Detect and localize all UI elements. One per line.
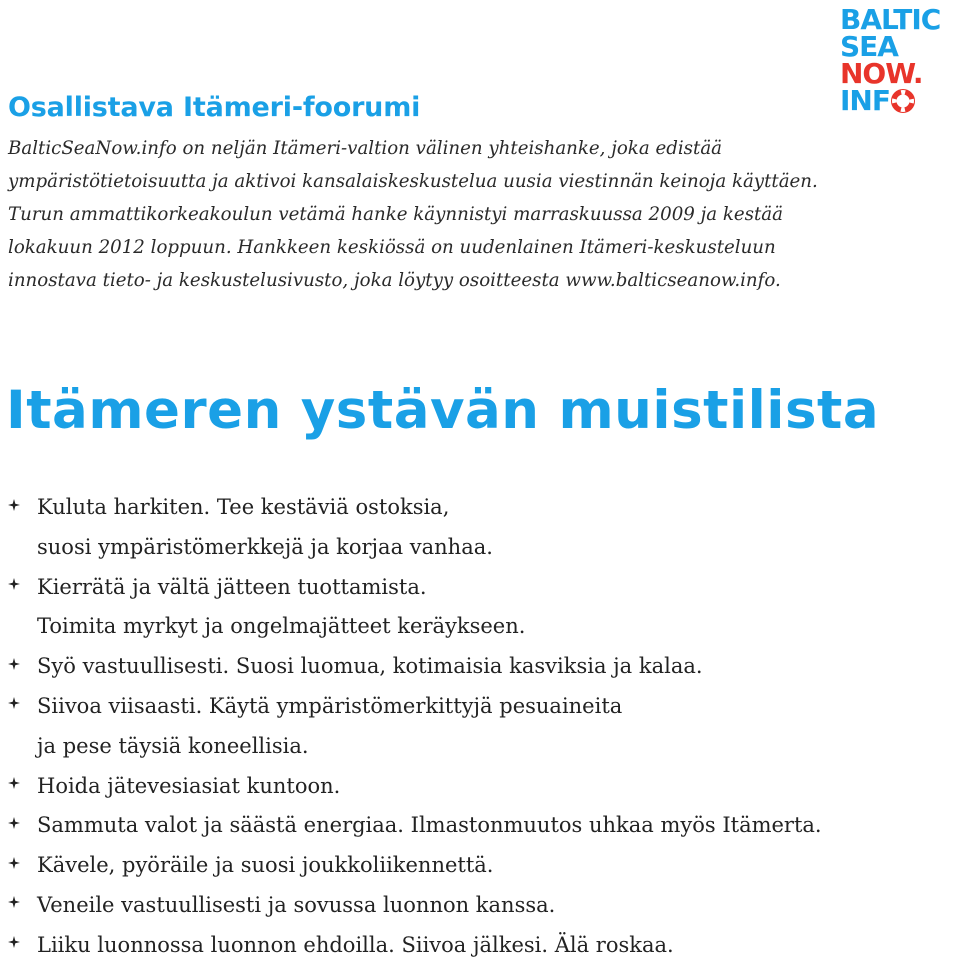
- logo-line-info: [840, 84, 956, 117]
- logo-line-baltic: BALTIC: [840, 3, 941, 36]
- four-point-star-icon: [8, 806, 20, 846]
- checklist-item: [8, 568, 948, 648]
- intro-line: lokakuun 2012 loppuun. Hankkeen keskiössä on uudenlainen Itämeri-keskusteluun: [8, 237, 776, 258]
- life-ring-icon: [891, 89, 915, 113]
- logo-line-now: NOW.: [840, 57, 923, 90]
- intro-line: innostava tieto- ja keskustelusivusto, joka löytyy osoitteesta www.balticseanow.info.: [8, 270, 781, 291]
- checklist-item-line: Sammuta valot ja säästä energiaa. Ilmastonmuutos uhkaa myös Itämerta.: [37, 813, 822, 838]
- four-point-star-icon: [8, 767, 20, 807]
- checklist-item-line: Liiku luonnossa luonnon ehdoilla. Siivoa jälkesi. Älä roskaa.: [37, 932, 674, 957]
- checklist-item: [8, 886, 948, 926]
- checklist-item-line: Toimita myrkyt ja ongelmajätteet keräykseen.: [37, 614, 526, 639]
- checklist-item-line: Siivoa viisaasti. Käytä ympäristömerkittyjä pesuaineita: [37, 693, 623, 718]
- checklist-item: [8, 846, 948, 886]
- checklist-item: [8, 767, 948, 807]
- checklist-item-line: Kierrätä ja vältä jätteen tuottamista.: [37, 574, 427, 599]
- checklist: [8, 488, 948, 966]
- four-point-star-icon: [8, 488, 20, 528]
- four-point-star-icon: [8, 687, 20, 727]
- logo-line-inf: INF: [840, 84, 890, 117]
- checklist-item-line: Veneile vastuullisesti ja sovussa luonnon kanssa.: [37, 892, 556, 917]
- checklist-item-line: Kuluta harkiten. Tee kestäviä ostoksia,: [37, 495, 450, 519]
- intro-line: BalticSeaNow.info on neljän Itämeri-valtion välinen yhteishanke, joka edistää: [8, 138, 723, 159]
- four-point-star-icon: [8, 647, 20, 687]
- checklist-item-line: Hoida jätevesiasiat kuntoon.: [37, 773, 341, 798]
- intro-title: Osallistava Itämeri-foorumi: [8, 92, 421, 123]
- checklist-item-line: Syö vastuullisesti. Suosi luomua, kotimaisia kasviksia ja kalaa.: [37, 654, 703, 679]
- four-point-star-icon: [8, 846, 20, 886]
- intro-line: Turun ammattikorkeakoulun vetämä hanke käynnistyi marraskuussa 2009 ja kestää: [8, 204, 783, 225]
- balticseanow-logo: [840, 3, 956, 117]
- four-point-star-icon: [8, 886, 20, 926]
- intro-paragraph: [8, 132, 908, 297]
- checklist-item: [8, 806, 948, 846]
- checklist-item: [8, 926, 948, 966]
- intro-line: ympäristötietoisuutta ja aktivoi kansalaiskeskustelua uusia viestinnän keinoja käyttäen.: [8, 171, 818, 192]
- four-point-star-icon: [8, 926, 20, 966]
- checklist-item: [8, 488, 948, 568]
- checklist-item: [8, 687, 948, 767]
- checklist-item: [8, 647, 948, 687]
- checklist-item-line: Kävele, pyöräile ja suosi joukkoliikennettä.: [37, 853, 494, 878]
- logo-line-sea: SEA: [840, 30, 898, 63]
- checklist-item-line: ja pese täysiä koneellisia.: [37, 733, 309, 758]
- checklist-item-line: suosi ympäristömerkkejä ja korjaa vanhaa.: [37, 534, 493, 559]
- four-point-star-icon: [8, 568, 20, 608]
- checklist-title: Itämeren ystävän muistilista: [6, 380, 880, 441]
